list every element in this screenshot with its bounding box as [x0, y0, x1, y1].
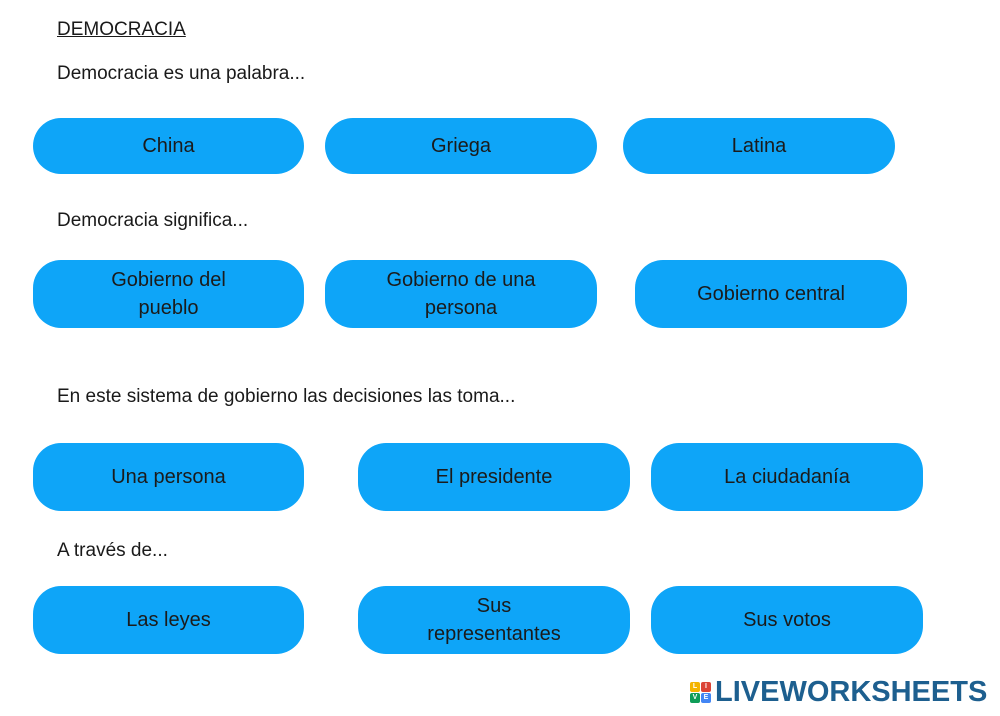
answer-option-latina[interactable]: Latina	[623, 118, 895, 174]
answer-option-gobierno-central[interactable]: Gobierno central	[635, 260, 907, 328]
page-title: DEMOCRACIA	[57, 19, 186, 40]
logo-mark-cell: I	[701, 682, 711, 692]
answer-option-china[interactable]: China	[33, 118, 304, 174]
logo-mark-cell: L	[690, 682, 700, 692]
logo-text: LIVEWORKSHEETS	[715, 675, 988, 708]
answer-option-el-presidente[interactable]: El presidente	[358, 443, 630, 511]
answer-option-la-ciudadania[interactable]: La ciudadanía	[651, 443, 923, 511]
logo-mark-cell: E	[701, 693, 711, 703]
question-1-prompt: Democracia es una palabra...	[57, 63, 306, 84]
answer-option-las-leyes[interactable]: Las leyes	[33, 586, 304, 654]
logo-mark-cell: V	[690, 693, 700, 703]
question-3-prompt: En este sistema de gobierno las decisiones las toma...	[57, 386, 516, 407]
answer-option-griega[interactable]: Griega	[325, 118, 597, 174]
liveworksheets-logo	[690, 676, 987, 708]
question-2-prompt: Democracia significa...	[57, 210, 249, 231]
answer-option-sus-votos[interactable]: Sus votos	[651, 586, 923, 654]
question-4-prompt: A través de...	[57, 540, 168, 561]
liveworksheets-mark-icon	[690, 682, 711, 703]
answer-option-sus-representantes[interactable]: Sus representantes	[358, 586, 630, 654]
answer-option-gobierno-de-una-persona[interactable]: Gobierno de una persona	[325, 260, 597, 328]
answer-option-una-persona[interactable]: Una persona	[33, 443, 304, 511]
answer-option-gobierno-del-pueblo[interactable]: Gobierno del pueblo	[33, 260, 304, 328]
